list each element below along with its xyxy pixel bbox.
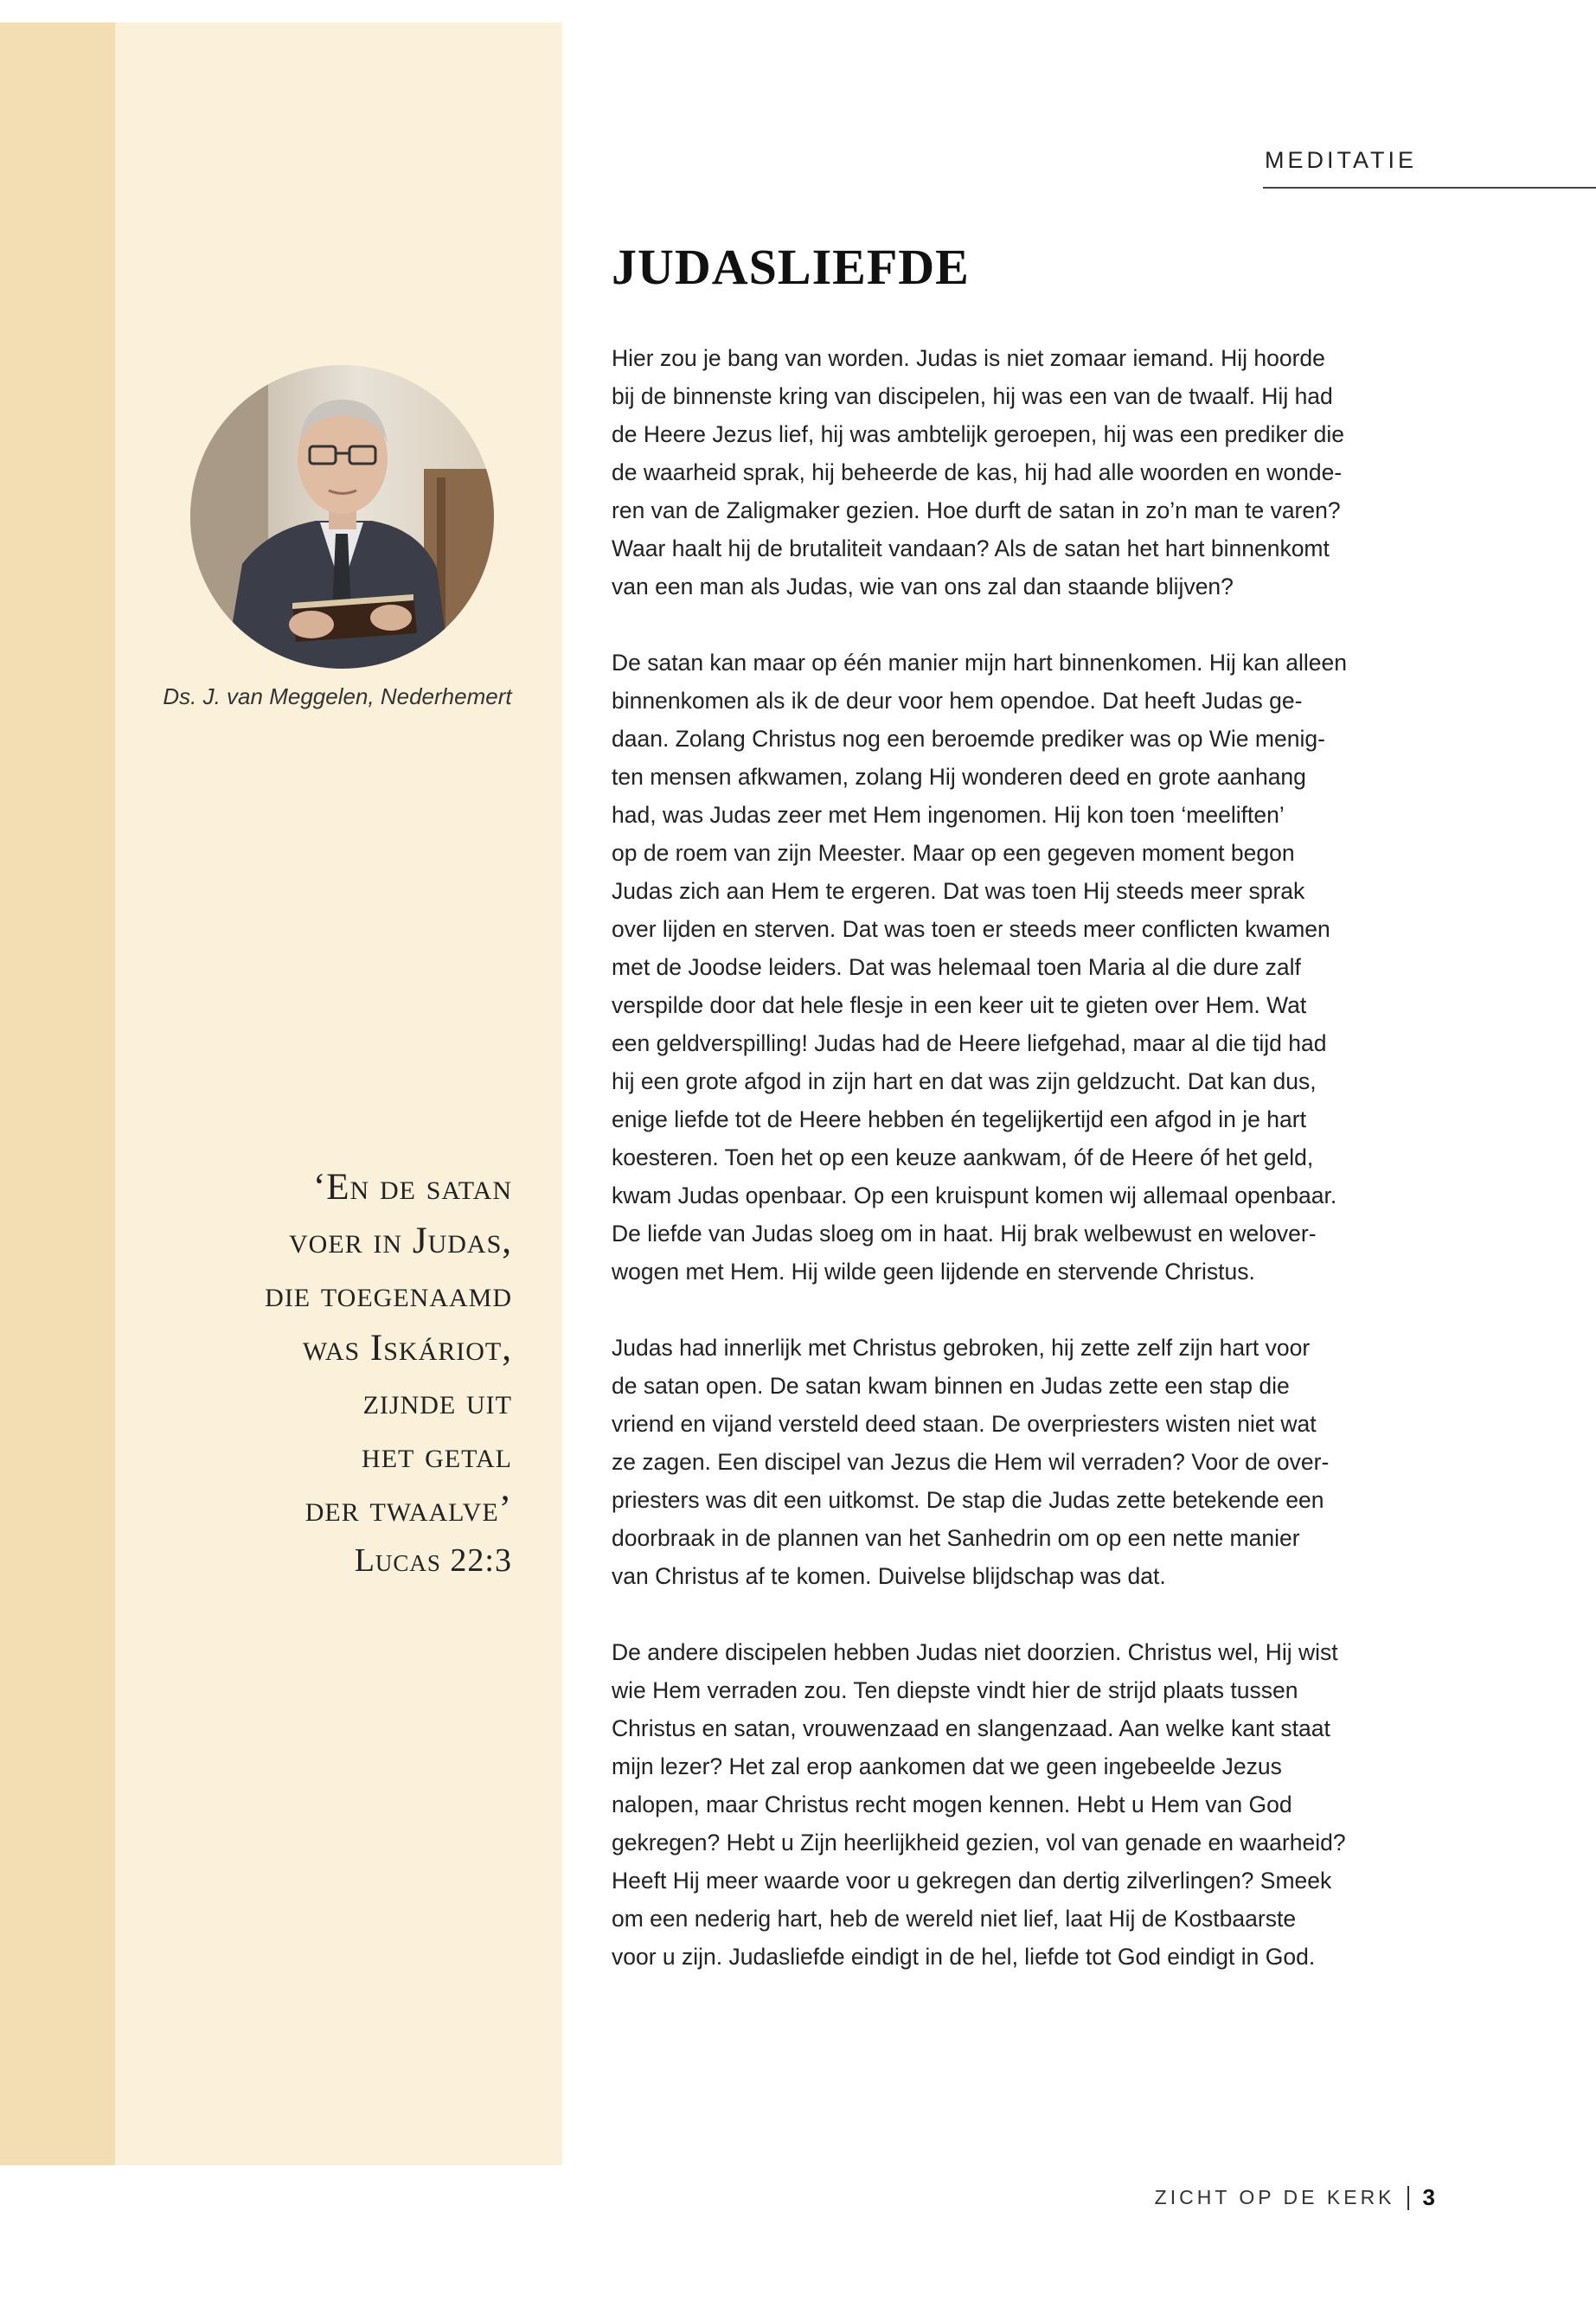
paragraph-line: een geldverspilling! Judas had de Heere liefgehad, maar al die tijd had bbox=[612, 1030, 1327, 1056]
paragraph-line: nalopen, maar Christus recht mogen kennen. Hebt u Hem van God bbox=[612, 1791, 1292, 1817]
paragraph-line: ze zagen. Een discipel van Jezus die Hem wil verraden? Voor de over- bbox=[612, 1449, 1330, 1475]
paragraph-line: enige liefde tot de Heere hebben én tegelijkertijd een afgod in je hart bbox=[612, 1106, 1306, 1132]
paragraph-line: verspilde door dat hele flesje in een keer uit te gieten over Hem. Wat bbox=[612, 992, 1307, 1018]
quote-line: het getal bbox=[362, 1435, 512, 1476]
quote-reference: Lucas 22:3 bbox=[354, 1542, 512, 1579]
author-portrait-image bbox=[190, 365, 494, 669]
section-rule bbox=[1263, 187, 1596, 189]
footer-divider bbox=[1407, 2186, 1409, 2210]
author-caption: Ds. J. van Meggelen, Nederhemert bbox=[163, 683, 512, 709]
paragraph-line: Heeft Hij meer waarde voor u gekregen dan dertig zilverlingen? Smeek bbox=[612, 1868, 1332, 1894]
paragraph-line: Judas zich aan Hem te ergeren. Dat was toen Hij steeds meer sprak bbox=[612, 878, 1305, 904]
paragraph-line: De liefde van Judas sloeg om in haat. Hij brak welbewust en welover- bbox=[612, 1221, 1317, 1247]
paragraph-line: wogen met Hem. Hij wilde geen lijdende en stervende Christus. bbox=[612, 1259, 1255, 1285]
paragraph-line: De satan kan maar op één manier mijn hart binnenkomen. Hij kan alleen bbox=[612, 650, 1347, 676]
quote-line: voer in Judas, bbox=[289, 1221, 512, 1261]
paragraph-line: daan. Zolang Christus nog een beroemde prediker was op Wie menig- bbox=[612, 726, 1325, 752]
paragraph-line: Hier zou je bang van worden. Judas is niet zomaar iemand. Hij hoorde bbox=[612, 345, 1325, 371]
article-paragraph bbox=[612, 1329, 1425, 1595]
paragraph-line: koesteren. Toen het op een keuze aankwam, óf de Heere óf het geld, bbox=[612, 1144, 1314, 1170]
paragraph-line: wie Hem verraden zou. Ten diepste vindt hier de strijd plaats tussen bbox=[612, 1677, 1298, 1703]
article-paragraph bbox=[612, 644, 1425, 1291]
paragraph-line: van een man als Judas, wie van ons zal dan staande blijven? bbox=[612, 574, 1234, 599]
paragraph-line: hij een grote afgod in zijn hart en dat was zijn geldzucht. Dat kan dus, bbox=[612, 1068, 1317, 1094]
paragraph-line: gekregen? Hebt u Zijn heerlijkheid gezien, vol van genade en waarheid? bbox=[612, 1830, 1346, 1856]
paragraph-line: de satan open. De satan kwam binnen en Judas zette een stap die bbox=[612, 1373, 1290, 1399]
paragraph-line: kwam Judas openbaar. Op een kruispunt komen wij allemaal openbaar. bbox=[612, 1183, 1337, 1208]
paragraph-line: ten mensen afkwamen, zolang Hij wonderen deed en grote aanhang bbox=[612, 764, 1306, 790]
paragraph-line: de waarheid sprak, hij beheerde de kas, hij had alle woorden en wonde- bbox=[612, 459, 1343, 485]
article-paragraph bbox=[612, 1633, 1425, 1976]
paragraph-line: doorbraak in de plannen van het Sanhedrin om op een nette manier bbox=[612, 1525, 1300, 1551]
quote-line: der twaalve’ bbox=[304, 1489, 512, 1529]
paragraph-line: binnenkomen als ik de deur voor hem opendoe. Dat heeft Judas ge- bbox=[612, 688, 1303, 714]
paragraph-line: op de roem van zijn Meester. Maar op een gegeven moment begon bbox=[612, 840, 1295, 866]
paragraph-line: Judas had innerlijk met Christus gebroken, hij zette zelf zijn hart voor bbox=[612, 1335, 1311, 1361]
paragraph-line: Waar haalt hij de brutaliteit vandaan? Als de satan het hart binnenkomt bbox=[612, 535, 1330, 561]
quote-line: ‘En de satan bbox=[312, 1167, 512, 1208]
paragraph-line: mijn lezer? Het zal erop aankomen dat we geen ingebeelde Jezus bbox=[612, 1753, 1282, 1779]
sidebar-band-inner bbox=[115, 22, 562, 2165]
paragraph-line: priesters was dit een uitkomst. De stap die Judas zette betekende een bbox=[612, 1487, 1324, 1513]
page-footer bbox=[1155, 2184, 1435, 2211]
article-body bbox=[612, 339, 1425, 2014]
page-number: 3 bbox=[1422, 2184, 1435, 2210]
paragraph-line: Christus en satan, vrouwenzaad en slangenzaad. Aan welke kant staat bbox=[612, 1715, 1330, 1741]
paragraph-line: had, was Judas zeer met Hem ingenomen. Hij kon toen ‘meeliften’ bbox=[612, 802, 1285, 828]
magazine-name: ZICHT OP DE KERK bbox=[1154, 2186, 1395, 2208]
quote-line: was Iskáriot, bbox=[302, 1328, 512, 1368]
author-photo bbox=[190, 365, 494, 669]
paragraph-line: met de Joodse leiders. Dat was helemaal toen Maria al die dure zalf bbox=[612, 954, 1301, 980]
paragraph-line: de Heere Jezus lief, hij was ambtelijk geroepen, hij was een prediker die bbox=[612, 421, 1344, 447]
paragraph-line: vriend en vijand versteld deed staan. De overpriesters wisten niet wat bbox=[612, 1411, 1317, 1437]
quote-line: zijnde uit bbox=[362, 1381, 512, 1422]
paragraph-line: De andere discipelen hebben Judas niet doorzien. Christus wel, Hij wist bbox=[612, 1639, 1338, 1665]
sidebar-band-outer bbox=[0, 22, 115, 2165]
paragraph-line: voor u zijn. Judasliefde eindigt in de hel, liefde tot God eindigt in God. bbox=[612, 1944, 1316, 1970]
paragraph-line: van Christus af te komen. Duivelse blijdschap was dat. bbox=[612, 1563, 1166, 1589]
paragraph-line: over lijden en sterven. Dat was toen er steeds meer conflicten kwamen bbox=[612, 916, 1330, 942]
section-label: MEDITATIE bbox=[1265, 147, 1417, 173]
pull-quote bbox=[147, 1161, 512, 1585]
paragraph-line: om een nederig hart, heb de wereld niet lief, laat Hij de Kostbaarste bbox=[612, 1906, 1297, 1932]
paragraph-line: ren van de Zaligmaker gezien. Hoe durft de satan in zo’n man te varen? bbox=[612, 497, 1341, 523]
article-title: JUDASLIEFDE bbox=[612, 239, 970, 295]
article-paragraph bbox=[612, 339, 1425, 606]
paragraph-line: bij de binnenste kring van discipelen, hij was een van de twaalf. Hij had bbox=[612, 383, 1333, 409]
quote-line: die toegenaamd bbox=[265, 1274, 512, 1315]
